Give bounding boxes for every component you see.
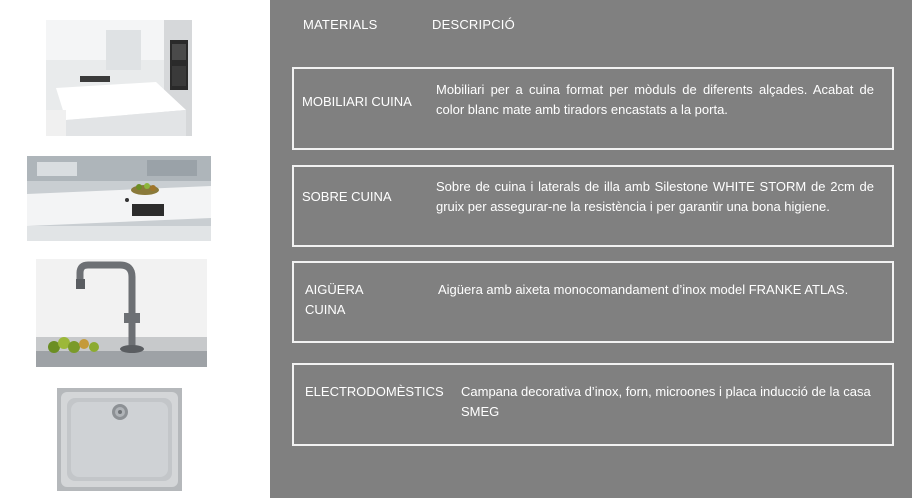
- image-column: [0, 0, 270, 498]
- material-description: Aigüera amb aixeta monocomandament d’inox model FRANKE ATLAS.: [438, 282, 849, 297]
- countertop-photo: [27, 156, 211, 241]
- material-description: Mobiliari per a cuina format per mòduls de diferents alçades. Acabat de color blanc mate amb tiradors encastats a la porta.: [436, 82, 874, 117]
- faucet-photo: [36, 259, 207, 367]
- material-category: AIGÜERA CUINA: [305, 282, 363, 317]
- material-category: MOBILIARI CUINA: [302, 94, 412, 109]
- description-header: DESCRIPCIÓ: [432, 17, 515, 32]
- kitchen-photo: [46, 20, 192, 136]
- sink-photo: [57, 388, 182, 491]
- material-category: ELECTRODOMÈSTICS: [305, 384, 444, 399]
- material-category: SOBRE CUINA: [302, 189, 392, 204]
- materials-header: MATERIALS: [303, 17, 378, 32]
- material-description: Sobre de cuina i laterals de illa amb Silestone WHITE STORM de 2cm de gruix per assegurar-ne la resistència i per garantir una bona higiene.: [436, 179, 874, 214]
- material-description: Campana decorativa d’inox, forn, microones i placa inducció de la casa SMEG: [461, 384, 871, 419]
